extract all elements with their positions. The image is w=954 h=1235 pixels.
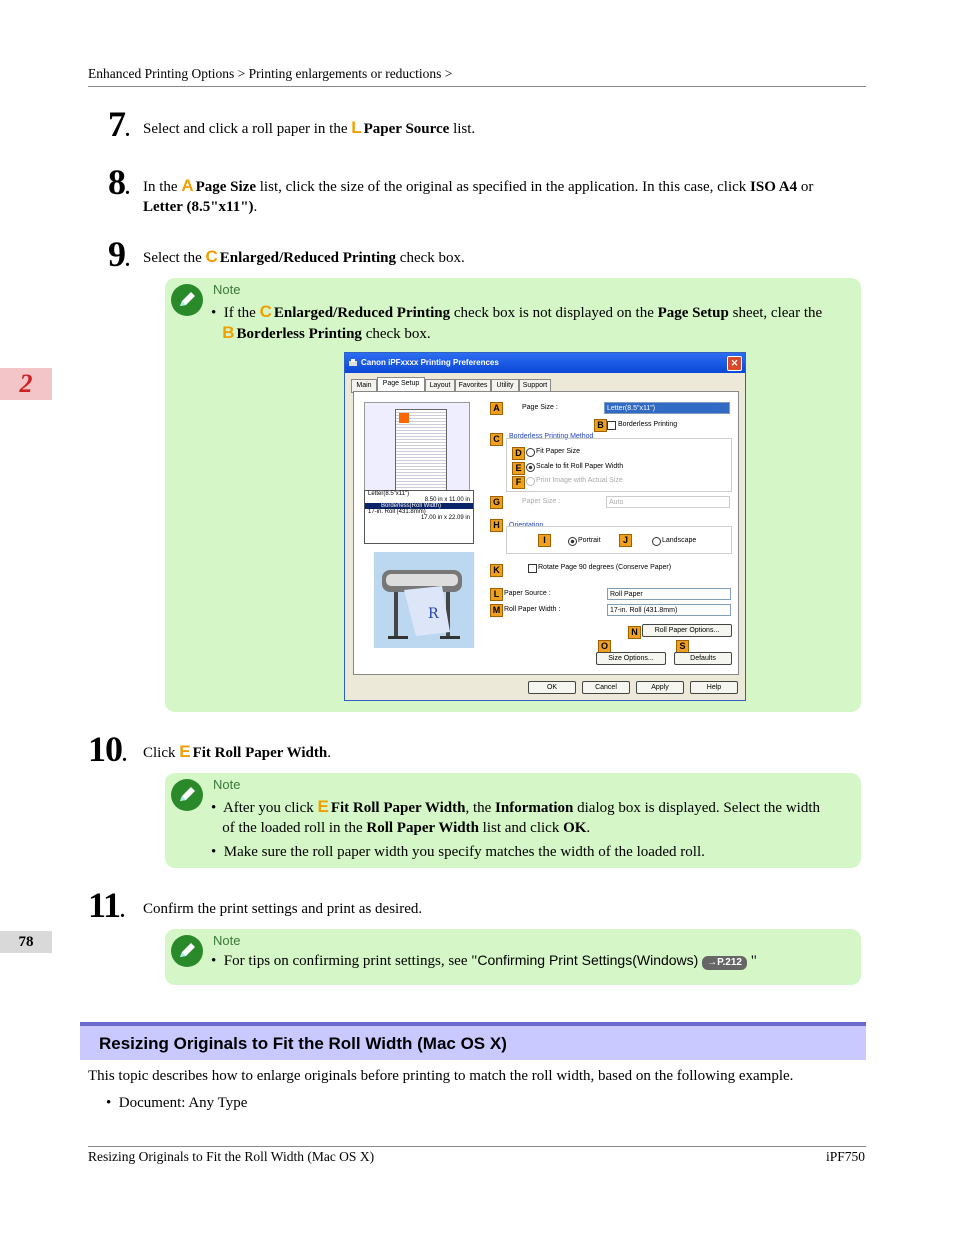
- section-title: Resizing Originals to Fit the Roll Width (Mac OS X): [99, 1034, 507, 1053]
- roll-paper-options-button[interactable]: Roll Paper Options...: [642, 624, 732, 637]
- note-label: Note: [213, 282, 241, 297]
- defaults-button[interactable]: Defaults: [674, 652, 732, 665]
- label-a-icon: A: [181, 176, 194, 195]
- note-label: Note: [213, 777, 241, 792]
- label-e-icon: E: [317, 797, 329, 816]
- page-number-tab: 78: [0, 931, 52, 953]
- callout-s: S: [676, 640, 689, 653]
- footer-left: Resizing Originals to Fit the Roll Width (Mac OS X): [88, 1149, 375, 1164]
- label-c-icon: C: [205, 247, 218, 266]
- section-header: [80, 1022, 866, 1060]
- callout-e: E: [512, 462, 525, 475]
- callout-l: L: [490, 588, 503, 601]
- svg-text:R: R: [428, 606, 439, 622]
- apply-button[interactable]: Apply: [636, 681, 684, 694]
- size-options-button[interactable]: Size Options...: [596, 652, 666, 665]
- rotate-label: Rotate Page 90 degrees (Conserve Paper): [538, 564, 672, 571]
- callout-d: D: [512, 447, 525, 460]
- label-l-icon: L: [351, 118, 362, 137]
- dialog-title: Canon iPFxxxx Printing Preferences: [361, 358, 499, 367]
- landscape-radio[interactable]: [652, 537, 661, 546]
- body-bullet: • Document: Any Type: [106, 1095, 248, 1111]
- thumbnail-graphic-icon: [399, 413, 409, 423]
- pencil-icon: [171, 284, 203, 316]
- preview-borderless: Borderless(Roll Width): [365, 503, 473, 509]
- fit-paper-size-radio[interactable]: [526, 448, 535, 457]
- tab-support[interactable]: Support: [519, 379, 551, 393]
- paper-size-label: Paper Size :: [522, 498, 561, 505]
- step-8-number: 8.: [108, 162, 129, 202]
- step-7-text: Select and click a roll paper in the L Paper Source list.: [143, 118, 476, 137]
- preview-info-box: [364, 490, 474, 544]
- step-8-text: In the A Page Size list, click the size of the original as specified in the application. In this case, click ISO A4 or Letter (8.5"x11").: [143, 176, 814, 215]
- print-actual-label: Print Image with Actual Size: [536, 477, 623, 484]
- page-size-label: Page Size :: [522, 404, 558, 411]
- borderless-checkbox[interactable]: [607, 421, 616, 430]
- printer-icon: [348, 358, 358, 368]
- page-size-select[interactable]: Letter(8.5"x11"): [604, 402, 730, 414]
- pencil-icon: [171, 779, 203, 811]
- callout-h: H: [490, 519, 503, 532]
- roll-width-label: Roll Paper Width :: [504, 606, 561, 613]
- preview-size: Letter(8.5"x11"): [368, 491, 410, 497]
- confirming-settings-link[interactable]: Confirming Print Settings(Windows): [477, 952, 699, 968]
- paper-size-select[interactable]: Auto: [606, 496, 730, 508]
- callout-o: O: [598, 640, 611, 653]
- footer-rule: [88, 1146, 866, 1147]
- chapter-tab[interactable]: 2: [0, 368, 52, 400]
- print-actual-radio[interactable]: [526, 477, 535, 486]
- borderless-label: Borderless Printing: [618, 421, 678, 428]
- label-b-icon: B: [222, 323, 235, 342]
- tab-main[interactable]: Main: [351, 379, 377, 393]
- scale-fit-roll-label: Scale to fit Roll Paper Width: [536, 463, 624, 470]
- portrait-radio[interactable]: [568, 537, 577, 546]
- label-c-icon: C: [259, 302, 272, 321]
- pencil-icon: [171, 935, 203, 967]
- callout-a: A: [490, 402, 503, 415]
- scale-fit-roll-radio[interactable]: [526, 463, 535, 472]
- step-10-number: 10.: [88, 729, 126, 769]
- breadcrumb: Enhanced Printing Options > Printing enlargements or reductions >: [88, 66, 453, 81]
- paper-source-select[interactable]: Roll Paper: [607, 588, 731, 600]
- printer-illustration-icon: [374, 552, 474, 648]
- note-1-bullet: • If the C Enlarged/Reduced Printing check box is not displayed on the Page Setup sheet, clear the B Borderless Printing check box.: [211, 302, 823, 342]
- roll-width-select[interactable]: 17-in. Roll (431.8mm): [607, 604, 731, 616]
- tab-favorites[interactable]: Favorites: [455, 379, 491, 393]
- step-9-text: Select the C Enlarged/Reduced Printing check box.: [143, 247, 465, 266]
- note-2-bullet-1: • After you click E Fit Roll Paper Width, the Information dialog box is displayed. Select the width of the loaded roll in the Roll Paper Width list and click OK.: [211, 797, 821, 836]
- callout-g: G: [490, 496, 503, 509]
- header-rule: [88, 86, 866, 87]
- step-11-number: 11.: [88, 885, 125, 925]
- step-7-number: 7.: [108, 104, 129, 144]
- rotate-checkbox[interactable]: [528, 564, 537, 573]
- callout-i: I: [538, 534, 551, 547]
- callout-j: J: [619, 534, 632, 547]
- note-2-bullet-2: • Make sure the roll paper width you specify matches the width of the loaded roll.: [211, 844, 705, 860]
- callout-m: M: [490, 604, 503, 617]
- cancel-button[interactable]: Cancel: [582, 681, 630, 694]
- tab-layout[interactable]: Layout: [425, 379, 455, 393]
- footer-right: iPF750: [825, 1149, 865, 1164]
- tab-page-setup[interactable]: Page Setup: [377, 377, 425, 392]
- dialog-titlebar: [345, 353, 745, 373]
- help-button[interactable]: Help: [690, 681, 738, 694]
- step-10-text: Click E Fit Roll Paper Width.: [143, 742, 331, 761]
- callout-f: F: [512, 476, 525, 489]
- tab-utility[interactable]: Utility: [491, 379, 519, 393]
- landscape-label: Landscape: [662, 537, 697, 544]
- paper-source-label: Paper Source :: [504, 590, 551, 597]
- callout-k: K: [490, 564, 503, 577]
- preview-dims-1: 8.50 in x 11.00 in: [424, 497, 470, 503]
- ok-button[interactable]: OK: [528, 681, 576, 694]
- callout-n: N: [628, 626, 641, 639]
- page-reference-badge[interactable]: →P.212: [702, 956, 747, 970]
- note-box-3: [165, 929, 861, 985]
- printing-preferences-dialog: [344, 352, 746, 701]
- preview-dims-2: 17.00 in x 22.09 in: [420, 515, 470, 521]
- callout-b: B: [594, 419, 607, 432]
- orientation-heading: Orientation: [509, 522, 544, 529]
- label-e-icon: E: [179, 742, 191, 761]
- page-setup-panel: [353, 391, 739, 675]
- borderless-method-heading: Borderless Printing Method: [509, 433, 594, 440]
- preview-roll: 17-in. Roll (431.8mm): [368, 509, 426, 515]
- note-box-2: [165, 773, 861, 868]
- step-9-number: 9.: [108, 234, 129, 274]
- callout-c: C: [490, 433, 503, 446]
- close-icon[interactable]: ✕: [727, 356, 742, 371]
- note-3-bullet: • For tips on confirming print settings, see "Confirming Print Settings(Windows) →P.212 ": [211, 952, 757, 969]
- note-label: Note: [213, 933, 241, 948]
- fit-paper-size-label: Fit Paper Size: [536, 448, 580, 455]
- portrait-label: Portrait: [578, 537, 601, 544]
- step-11-text: Confirm the print settings and print as desired.: [143, 901, 423, 917]
- body-intro: This topic describes how to enlarge originals before printing to match the roll width, based on the following example.: [88, 1068, 794, 1084]
